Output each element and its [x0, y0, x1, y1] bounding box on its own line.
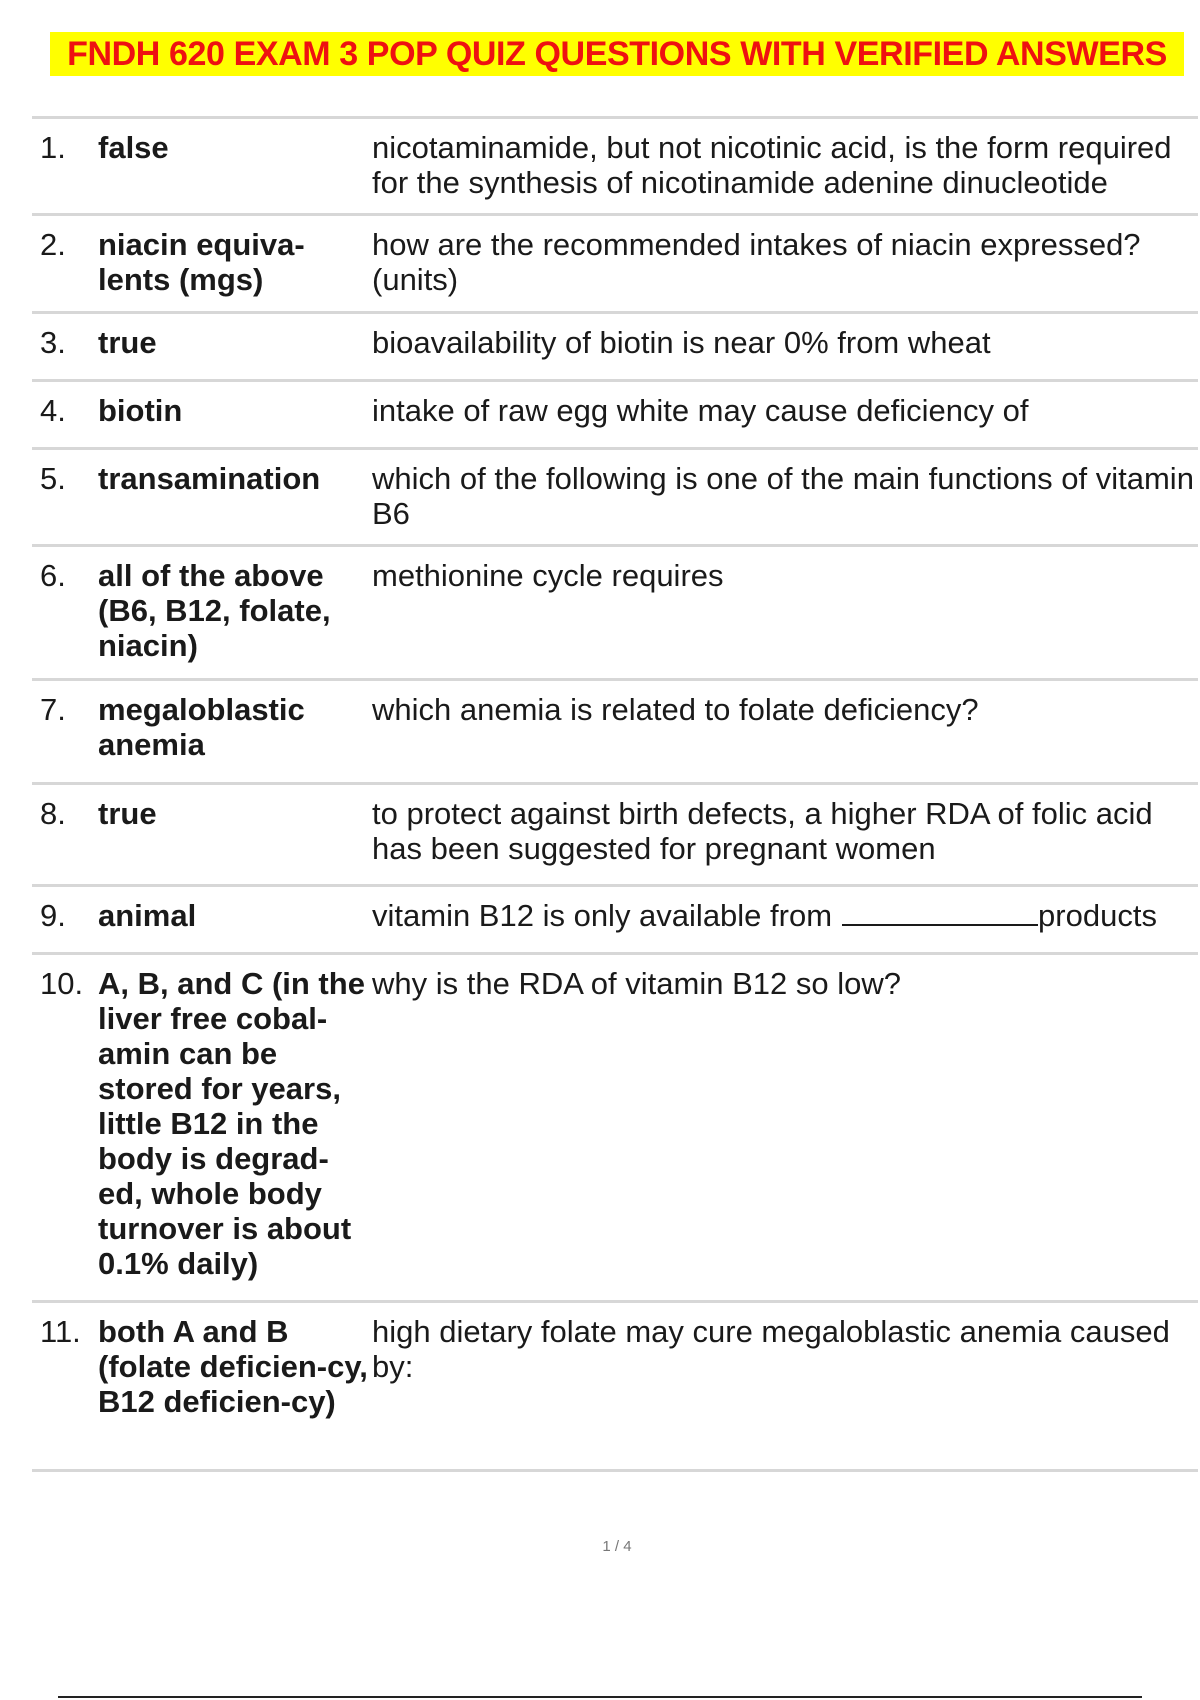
- question-suffix: products: [1038, 898, 1157, 933]
- document-title: FNDH 620 EXAM 3 POP QUIZ QUESTIONS WITH VERIFIED ANSWERS: [67, 35, 1167, 73]
- item-number: 4.: [40, 393, 66, 428]
- question-text: methionine cycle requires: [372, 558, 724, 593]
- question-text: which anemia is related to folate deficiency?: [372, 692, 979, 727]
- question-text: [372, 898, 1194, 933]
- question-text: to protect against birth defects, a higher RDA of folic acid has been suggested for pregnant women: [372, 796, 1153, 866]
- item-number: 6.: [40, 558, 66, 593]
- footer-divider: [58, 1696, 1142, 1698]
- qa-row: [32, 213, 1198, 311]
- item-number: 3.: [40, 325, 66, 360]
- question-text: how are the recommended intakes of niacin expressed? (units): [372, 227, 1141, 297]
- answer-text: all of the above (B6, B12, folate, niacin): [98, 558, 331, 663]
- question-text: high dietary folate may cure megaloblastic anemia caused by:: [372, 1314, 1170, 1384]
- answer-text: animal: [98, 898, 197, 933]
- item-number: 8.: [40, 796, 66, 831]
- question-text: which of the following is one of the main functions of vitamin B6: [372, 461, 1194, 531]
- item-number: 2.: [40, 227, 66, 262]
- qa-row: [32, 1300, 1198, 1472]
- fill-in-blank: [842, 898, 1038, 926]
- qa-table: [32, 116, 1198, 1472]
- answer-text: biotin: [98, 393, 183, 428]
- qa-row: [32, 311, 1198, 379]
- item-number: 5.: [40, 461, 66, 496]
- qa-row: [32, 678, 1198, 782]
- answer-text: both A and B (folate deficien-cy, B12 deficien-cy): [98, 1314, 368, 1419]
- item-number: 9.: [40, 898, 66, 933]
- question-text: nicotaminamide, but not nicotinic acid, is the form required for the synthesis of nicotinamide adenine dinucleotide: [372, 130, 1172, 200]
- answer-text: A, B, and C (in the liver free cobal-amin can be stored for years, little B12 in the body is degrad-ed, whole body turnover is about 0.1% daily): [98, 966, 365, 1281]
- question-text: bioavailability of biotin is near 0% from wheat: [372, 325, 991, 360]
- answer-text: niacin equiva-lents (mgs): [98, 227, 305, 297]
- item-number: 10.: [40, 966, 84, 1001]
- answer-text: megaloblastic anemia: [98, 692, 305, 762]
- qa-row: [32, 116, 1198, 213]
- qa-row: [32, 884, 1198, 952]
- question-prefix: vitamin B12 is only available from: [372, 898, 833, 933]
- qa-row: [32, 544, 1198, 678]
- qa-row: [32, 782, 1198, 884]
- answer-text: false: [98, 130, 169, 165]
- question-text: why is the RDA of vitamin B12 so low?: [372, 966, 901, 1001]
- question-text: intake of raw egg white may cause deficiency of: [372, 393, 1029, 428]
- item-number: 11.: [40, 1314, 81, 1349]
- item-number: 7.: [40, 692, 66, 727]
- answer-text: transamination: [98, 461, 321, 496]
- page-indicator: 1 / 4: [602, 1538, 632, 1555]
- item-number: 1.: [40, 130, 66, 165]
- qa-row: [32, 952, 1198, 1300]
- qa-row: [32, 379, 1198, 447]
- qa-row: [32, 447, 1198, 544]
- title-highlight: [50, 32, 1184, 76]
- answer-text: true: [98, 325, 157, 360]
- answer-text: true: [98, 796, 157, 831]
